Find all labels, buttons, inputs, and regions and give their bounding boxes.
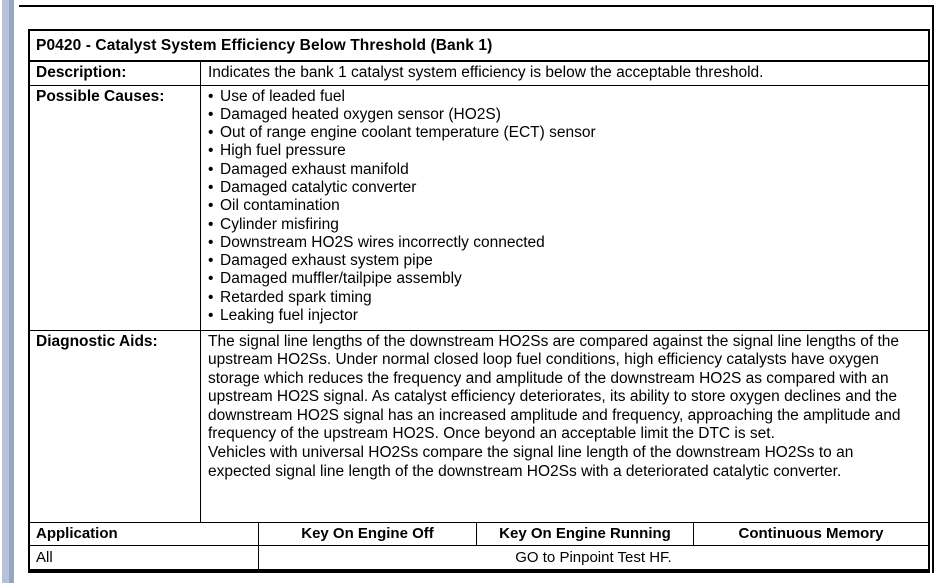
- application-header-row: [30, 522, 928, 545]
- possible-cause-item: [208, 270, 916, 288]
- possible-causes-label: Possible Causes:: [36, 87, 165, 105]
- application-header-key-on-engine-off: Key On Engine Off: [258, 523, 476, 545]
- possible-cause-item: [208, 142, 916, 160]
- bullet-icon: •: [208, 252, 214, 270]
- possible-cause-item: [208, 289, 916, 307]
- bullet-icon: •: [208, 307, 214, 325]
- possible-cause-item: [208, 234, 916, 252]
- application-value: All: [36, 548, 53, 566]
- possible-cause-item: [208, 197, 916, 215]
- application-data-row: [30, 545, 928, 569]
- bullet-icon: •: [208, 270, 214, 288]
- diagnostic-aids-cell: [200, 331, 928, 522]
- possible-cause-item: [208, 88, 916, 106]
- bullet-icon: •: [208, 215, 214, 233]
- possible-cause-text: Retarded spark timing: [220, 288, 372, 306]
- possible-cause-text: Damaged catalytic converter: [220, 178, 417, 196]
- diagnostic-aids-paragraph-2: Vehicles with universal HO2Ss compare the signal line length of the downstream HO2Ss to an expected signal line length of the downstream HO2Ss with a deteriorated catalytic converter.: [208, 444, 854, 480]
- bullet-icon: •: [208, 160, 214, 178]
- application-action: GO to Pinpoint Test HF.: [258, 546, 928, 569]
- application-header-application: Application: [36, 525, 118, 542]
- application-header-continuous-memory: Continuous Memory: [693, 523, 928, 545]
- page-frame: [19, 5, 934, 573]
- possible-cause-item: [208, 161, 916, 179]
- description-row: [30, 62, 928, 85]
- possible-cause-text: High fuel pressure: [220, 142, 346, 160]
- bullet-icon: •: [208, 178, 214, 196]
- possible-cause-text: Damaged heated oxygen sensor (HO2S): [220, 105, 501, 123]
- diagnostic-aids-paragraph-1: The signal line lengths of the downstream HO2Ss are compared against the signal line lengths of the upstream HO2Ss. Under normal closed loop fuel conditions, high efficiency catalysts have oxygen storage which reduces the frequency and amplitude of the downstream HO2S as compared with an upstream HO2S signal. As catalyst efficiency deteriorates, its ability to store oxygen declines and the downstream HO2S signal has an increased amplitude and frequency, approaching the amplitude and frequency of the upstream HO2S. Once beyond an acceptable limit the DTC is set.: [208, 332, 901, 443]
- possible-causes-row: [30, 85, 928, 330]
- possible-cause-text: Out of range engine coolant temperature (ECT) sensor: [220, 124, 596, 142]
- possible-cause-text: Cylinder misfiring: [220, 215, 339, 233]
- possible-cause-item: [208, 106, 916, 124]
- possible-cause-text: Damaged muffler/tailpipe assembly: [220, 270, 462, 288]
- possible-cause-item: [208, 307, 916, 325]
- possible-cause-item: [208, 124, 916, 142]
- possible-cause-item: [208, 216, 916, 234]
- dtc-table: [28, 29, 930, 573]
- possible-cause-text: Damaged exhaust system pipe: [220, 252, 433, 270]
- bullet-icon: •: [208, 197, 214, 215]
- scan-edge-strip-outer: [2, 0, 9, 583]
- possible-causes-list: [208, 88, 916, 326]
- possible-causes-cell: [200, 86, 928, 330]
- diagnostic-aids-label: Diagnostic Aids:: [36, 332, 158, 350]
- possible-cause-text: Leaking fuel injector: [220, 307, 358, 325]
- possible-cause-text: Downstream HO2S wires incorrectly connected: [220, 233, 545, 251]
- dtc-title: P0420 - Catalyst System Efficiency Below Threshold (Bank 1): [36, 36, 493, 54]
- dtc-title-row: [30, 31, 928, 62]
- possible-cause-item: [208, 252, 916, 270]
- description-label: Description:: [36, 64, 127, 81]
- diagnostic-aids-row: [30, 330, 928, 522]
- bullet-icon: •: [208, 288, 214, 306]
- possible-cause-text: Oil contamination: [220, 197, 340, 215]
- possible-cause-text: Use of leaded fuel: [220, 87, 345, 105]
- description-text: Indicates the bank 1 catalyst system efficiency is below the acceptable threshold.: [200, 62, 928, 85]
- scan-edge-strip-inner: [9, 0, 14, 583]
- bullet-icon: •: [208, 142, 214, 160]
- possible-cause-text: Damaged exhaust manifold: [220, 160, 409, 178]
- application-header-key-on-engine-running: Key On Engine Running: [476, 523, 693, 545]
- bullet-icon: •: [208, 233, 214, 251]
- bullet-icon: •: [208, 124, 214, 142]
- possible-cause-item: [208, 179, 916, 197]
- bullet-icon: •: [208, 105, 214, 123]
- bullet-icon: •: [208, 87, 214, 105]
